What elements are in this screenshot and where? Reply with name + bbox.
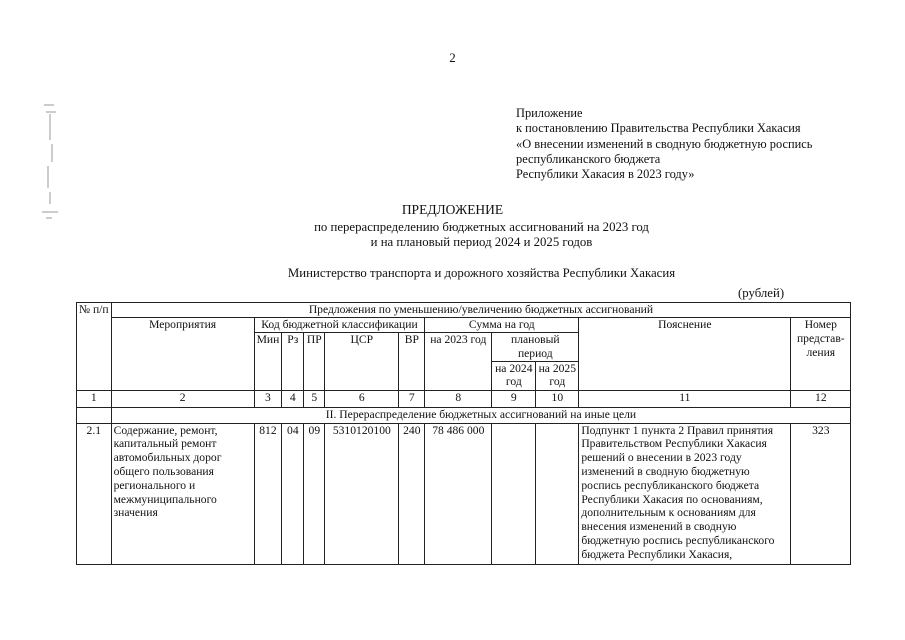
section-title: II. Перераспределение бюджетных ассигнований на иные цели [111,407,851,423]
row-rz: 04 [282,423,304,564]
budget-table [76,302,851,565]
page-number: 2 [449,50,456,65]
header-vr: ВР [399,333,425,391]
header-submission-number: Номер представ-ления [791,318,851,391]
appendix-line: Приложение [516,106,583,120]
header-amount-per-year: Сумма на год [425,318,579,333]
column-number: 9 [492,390,536,407]
header-budget-code: Код бюджетной классификации [254,318,425,333]
units-label: (рублей) [738,286,785,300]
column-number: 2 [111,390,254,407]
header-year-2023: на 2023 год [425,333,492,391]
column-number: 10 [536,390,579,407]
header-rz: Рз [282,333,304,391]
column-number: 8 [425,390,492,407]
document-title: ПРЕДЛОЖЕНИЕ [401,202,504,217]
appendix-line: республиканского бюджета [516,151,661,166]
ministry-name: Министерство транспорта и дорожного хозяйства Республики Хакасия [287,266,676,280]
appendix-line: к постановлению Правительства Республики Хакасия [516,121,801,136]
column-number: 6 [325,390,399,407]
header-num: № п/п [77,303,112,391]
row-explanation: Подпункт 1 пункта 2 Правил принятия Правительством Республики Хакасия решений о внесении в 2023 году изменений в сводную бюджетную роспись республиканского бюджета Республики Хакасия по основаниям, дополнительным к основаниям для внесения изменений в сводную бюджетную роспись республиканского бюджета Республики Хакасия, [579,423,791,564]
column-number: 1 [77,390,112,407]
column-number: 7 [399,390,425,407]
row-num: 2.1 [77,423,112,564]
section-blank-cell [77,407,112,423]
header-proposals: Предложения по уменьшению/увеличению бюджетных ассигнований [111,303,851,318]
row-csr: 5310120100 [325,423,399,564]
row-sum-2025 [536,423,579,564]
row-sum-2023: 78 486 000 [425,423,492,564]
column-number: 12 [791,390,851,407]
column-number: 5 [304,390,325,407]
appendix-block [516,106,812,182]
row-pr: 09 [304,423,325,564]
appendix-line: «О внесении изменений в сводную бюджетную роспись [516,136,813,151]
header-year-2025: на 2025 год [536,361,579,390]
column-number: 4 [282,390,304,407]
row-activity: Содержание, ремонт, капитальный ремонт автомобильных дорог общего пользования регионального и межмуниципального значения [111,423,254,564]
row-sum-2024 [492,423,536,564]
header-activities: Мероприятия [111,318,254,391]
row-vr: 240 [399,423,425,564]
header-planned-period: плановый период [492,333,579,362]
header-explanation: Пояснение [579,318,791,391]
table-row [77,423,851,564]
row-submission-number: 323 [791,423,851,564]
header-pr: ПР [304,333,325,391]
column-number: 3 [254,390,282,407]
header-year-2024: на 2024 год [492,361,536,390]
appendix-line: Республики Хакасия в 2023 году» [516,167,695,182]
header-csr: ЦСР [325,333,399,391]
subtitle-line-1: по перераспределению бюджетных ассигнований на 2023 год [314,220,649,234]
subtitle-line-2: и на плановый период 2024 и 2025 годов [370,235,593,249]
row-min: 812 [254,423,282,564]
document-subtitle [0,220,905,250]
header-min: Мин [254,333,282,391]
column-number: 11 [579,390,791,407]
